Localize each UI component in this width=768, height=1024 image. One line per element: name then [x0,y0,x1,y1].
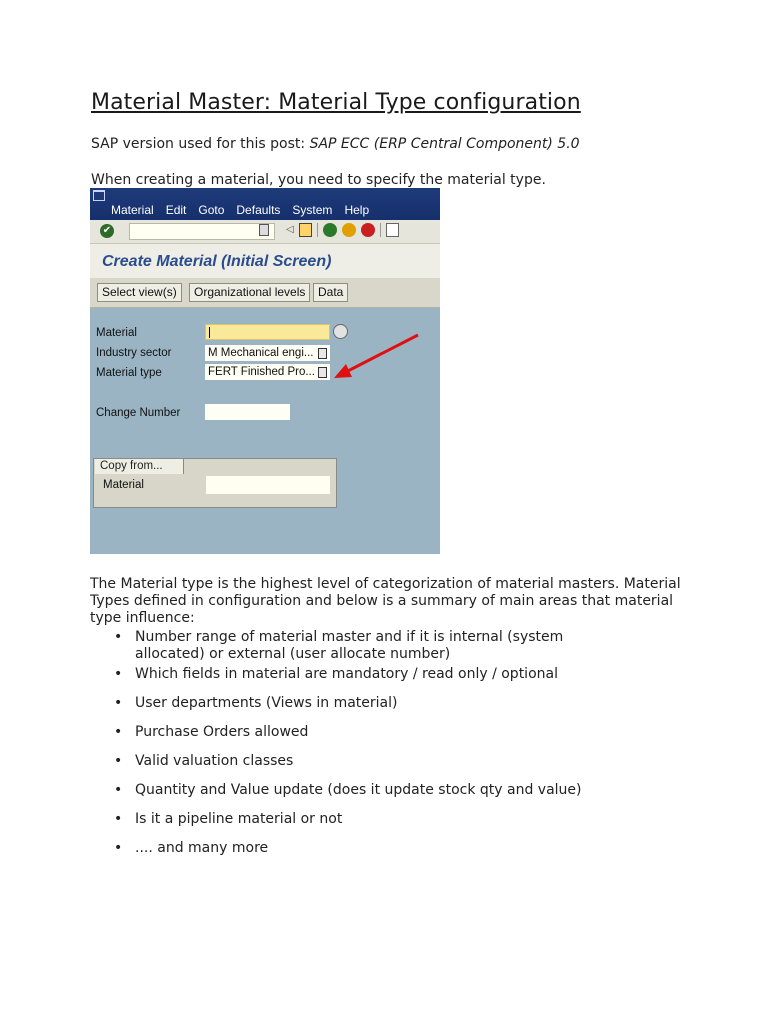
bullet-icon: • [114,753,123,769]
sap-toolbar [90,220,440,244]
material-type-label: Material type [96,367,162,379]
back-icon[interactable] [323,223,337,237]
organizational-levels-button[interactable]: Organizational levels [189,283,310,302]
red-arrow-annotation [330,333,425,383]
list-item-text: Is it a pipeline material or not [135,811,343,827]
copy-material-field[interactable] [206,476,330,494]
material-field[interactable] [205,324,330,340]
material-type-value: FERT Finished Pro... [208,366,315,378]
screen-title: Create Material (Initial Screen) [102,253,332,270]
copy-from-tab: Copy from... [95,459,184,474]
menu-material[interactable]: Material [111,203,154,217]
change-number-label: Change Number [96,407,181,419]
data-button[interactable]: Data [313,283,348,302]
sap-menu [111,203,369,217]
menu-goto[interactable]: Goto [198,203,225,217]
menu-help[interactable]: Help [344,203,370,217]
version-value: SAP ECC (ERP Central Component) 5.0 [309,136,580,152]
industry-sector-field[interactable] [205,345,330,361]
sap-menubar [90,188,440,220]
menu-edit[interactable]: Edit [165,203,187,217]
material-type-field[interactable] [205,364,330,380]
enter-check-icon[interactable]: ✔ [100,224,114,238]
list-item-text: Valid valuation classes [135,753,294,769]
material-type-paragraph: The Material type is the highest level of categorization of material masters. Material Types defined in configuration and below is a summary of main areas that material type influence: [90,576,681,626]
material-label: Material [96,327,137,339]
application-toolbar [90,278,440,308]
list-item-text: Number range of material master and if it is internal (system allocated) or external (user allocate number) [135,629,564,662]
bullet-icon: • [114,840,123,856]
dropdown-icon[interactable] [318,348,327,359]
select-views-button[interactable]: Select view(s) [97,283,182,302]
menu-defaults[interactable]: Defaults [236,203,281,217]
screen-title-bar [90,244,440,278]
list-item-text: Which fields in material are mandatory / read only / optional [135,666,558,682]
industry-sector-value: M Mechanical engi... [208,347,314,359]
bullet-icon: • [114,724,123,740]
bullet-icon: • [114,782,123,798]
save-icon[interactable] [299,223,312,237]
bullet-icon: • [114,811,123,827]
intro-text: When creating a material, you need to specify the material type. [91,172,546,188]
page-title: Material Master: Material Type configuration [91,90,581,115]
copy-from-group [93,458,337,508]
change-number-field[interactable] [205,404,290,420]
exit-icon[interactable] [342,223,356,237]
print-icon[interactable] [386,223,399,237]
toolbar-divider [317,223,318,237]
version-line [91,136,580,152]
copy-material-label: Material [103,479,144,491]
cancel-icon[interactable] [361,223,375,237]
version-prefix: SAP version used for this post: [91,136,310,152]
command-field[interactable] [129,223,275,240]
dropdown-icon[interactable] [318,367,327,378]
system-menu-icon[interactable] [93,190,105,201]
text-cursor [209,327,210,338]
industry-sector-label: Industry sector [96,347,172,359]
list-item-text: .... and many more [135,840,269,856]
bullet-icon: • [114,629,123,645]
list-item-text: Quantity and Value update (does it update stock qty and value) [135,782,582,798]
sap-screenshot [90,188,440,554]
toolbar-icons [286,223,399,237]
command-history-icon[interactable] [259,224,269,236]
bullet-icon: • [114,666,123,682]
list-item-text: User departments (Views in material) [135,695,398,711]
list-item-text: Purchase Orders allowed [135,724,309,740]
bullet-icon: • [114,695,123,711]
toolbar-divider [380,223,381,237]
menu-system[interactable]: System [292,203,333,217]
previous-icon[interactable]: ◁ [286,224,294,235]
